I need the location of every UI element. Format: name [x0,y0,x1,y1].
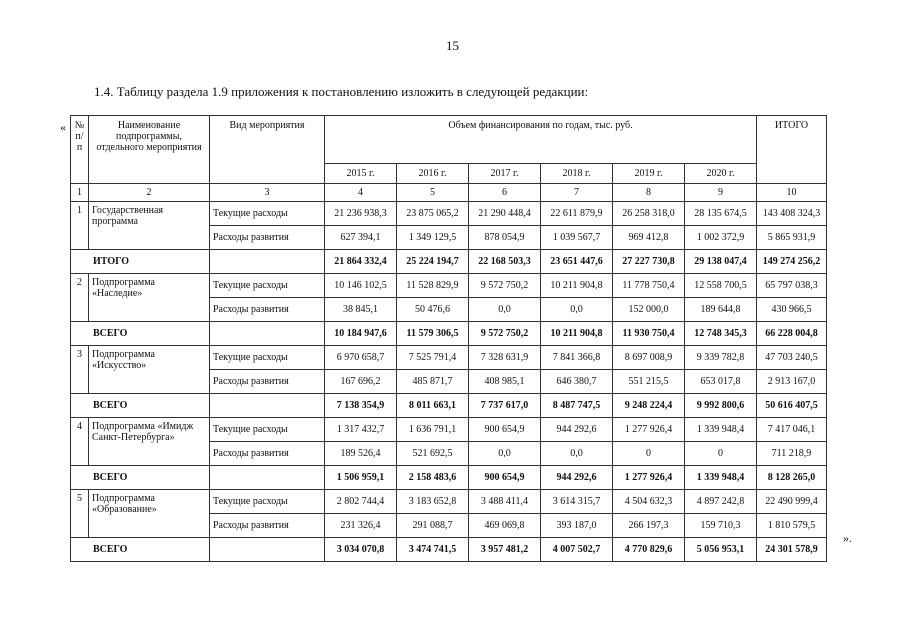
amount-cell: 646 380,7 [541,370,613,394]
expense-type: Расходы развития [210,298,325,322]
column-number: 6 [469,184,541,202]
total-amount: 66 228 004,8 [757,322,827,346]
column-number: 9 [685,184,757,202]
amount-cell: 50 476,6 [397,298,469,322]
page-number: 15 [446,38,459,53]
amount-cell: 0,0 [541,298,613,322]
total-amount: 7 138 354,9 [325,394,397,418]
total-amount: 3 034 070,8 [325,538,397,562]
total-label: ВСЕГО [71,322,210,346]
row-number: 3 [71,346,89,394]
amount-cell: 7 328 631,9 [469,346,541,370]
total-amount: 149 274 256,2 [757,250,827,274]
amount-cell: 7 417 046,1 [757,418,827,442]
total-amount: 8 128 265,0 [757,466,827,490]
amount-cell: 7 525 791,4 [397,346,469,370]
total-amount: 8 011 663,1 [397,394,469,418]
total-type-empty [210,538,325,562]
amount-cell: 11 528 829,9 [397,274,469,298]
amount-cell: 627 394,1 [325,226,397,250]
amount-cell: 1 339 948,4 [685,418,757,442]
amount-cell: 21 236 938,3 [325,202,397,226]
expense-type: Расходы развития [210,514,325,538]
total-label: ВСЕГО [71,394,210,418]
total-amount: 23 651 447,6 [541,250,613,274]
intro-paragraph: 1.4. Таблицу раздела 1.9 приложения к постановлению изложить в следующей редакции: [94,84,589,99]
amount-cell: 430 966,5 [757,298,827,322]
total-row [71,538,827,562]
amount-cell: 152 000,0 [613,298,685,322]
opening-quote: « [60,120,66,134]
total-amount: 1 339 948,4 [685,466,757,490]
program-name: Подпрограмма «Имидж Санкт-Петербурга» [89,418,210,466]
program-name: Подпрограмма «Искусство» [89,346,210,394]
header-total: ИТОГО [757,116,827,184]
amount-cell: 469 069,8 [469,514,541,538]
table-row [71,490,827,514]
year-header: 2016 г. [397,164,469,184]
closing-quote: ». [843,531,852,545]
column-number: 2 [89,184,210,202]
amount-cell: 189 526,4 [325,442,397,466]
amount-cell: 551 215,5 [613,370,685,394]
column-number: 7 [541,184,613,202]
total-amount: 9 248 224,4 [613,394,685,418]
amount-cell: 0 [685,442,757,466]
amount-cell: 3 614 315,7 [541,490,613,514]
total-amount: 11 930 750,4 [613,322,685,346]
column-number: 4 [325,184,397,202]
total-amount: 5 056 953,1 [685,538,757,562]
total-amount: 1 506 959,1 [325,466,397,490]
amount-cell: 167 696,2 [325,370,397,394]
header-row [71,116,827,164]
amount-cell: 1 002 372,9 [685,226,757,250]
total-amount: 11 579 306,5 [397,322,469,346]
amount-cell: 944 292,6 [541,418,613,442]
amount-cell: 4 504 632,3 [613,490,685,514]
header-type: Вид мероприятия [210,116,325,184]
total-amount: 3 957 481,2 [469,538,541,562]
total-amount: 4 007 502,7 [541,538,613,562]
amount-cell: 2 913 167,0 [757,370,827,394]
amount-cell: 1 636 791,1 [397,418,469,442]
amount-cell: 521 692,5 [397,442,469,466]
total-amount: 24 301 578,9 [757,538,827,562]
column-number: 1 [71,184,89,202]
total-amount: 50 616 407,5 [757,394,827,418]
total-type-empty [210,250,325,274]
amount-cell: 408 985,1 [469,370,541,394]
amount-cell: 266 197,3 [613,514,685,538]
expense-type: Текущие расходы [210,346,325,370]
amount-cell: 22 490 999,4 [757,490,827,514]
program-name: Подпрограмма «Наследие» [89,274,210,322]
expense-type: Текущие расходы [210,490,325,514]
amount-cell: 231 326,4 [325,514,397,538]
total-label: ИТОГО [71,250,210,274]
amount-cell: 10 146 102,5 [325,274,397,298]
amount-cell: 47 703 240,5 [757,346,827,370]
column-number: 5 [397,184,469,202]
total-amount: 8 487 747,5 [541,394,613,418]
total-amount: 7 737 617,0 [469,394,541,418]
total-row [71,250,827,274]
total-amount: 3 474 741,5 [397,538,469,562]
amount-cell: 3 183 652,8 [397,490,469,514]
total-amount: 25 224 194,7 [397,250,469,274]
expense-type: Расходы развития [210,442,325,466]
total-amount: 9 992 800,6 [685,394,757,418]
amount-cell: 2 802 744,4 [325,490,397,514]
amount-cell: 11 778 750,4 [613,274,685,298]
total-amount: 1 277 926,4 [613,466,685,490]
total-label: ВСЕГО [71,538,210,562]
header-num: № п/п [71,116,89,184]
amount-cell: 1 317 432,7 [325,418,397,442]
total-type-empty [210,466,325,490]
column-number: 3 [210,184,325,202]
column-number: 8 [613,184,685,202]
total-amount: 21 864 332,4 [325,250,397,274]
total-row [71,394,827,418]
total-amount: 27 227 730,8 [613,250,685,274]
table-row [71,346,827,370]
amount-cell: 0,0 [541,442,613,466]
financing-table [70,115,827,562]
amount-cell: 159 710,3 [685,514,757,538]
total-type-empty [210,322,325,346]
table-row [71,274,827,298]
column-numbers-row [71,184,827,202]
total-amount: 4 770 829,6 [613,538,685,562]
amount-cell: 9 572 750,2 [469,274,541,298]
program-name: Государственная программа [89,202,210,250]
amount-cell: 0 [613,442,685,466]
total-row [71,466,827,490]
expense-type: Расходы развития [210,226,325,250]
amount-cell: 4 897 242,8 [685,490,757,514]
total-type-empty [210,394,325,418]
year-header: 2018 г. [541,164,613,184]
amount-cell: 12 558 700,5 [685,274,757,298]
total-amount: 22 168 503,3 [469,250,541,274]
amount-cell: 28 135 674,5 [685,202,757,226]
amount-cell: 3 488 411,4 [469,490,541,514]
table-row [71,202,827,226]
expense-type: Расходы развития [210,370,325,394]
row-number: 4 [71,418,89,466]
amount-cell: 7 841 366,8 [541,346,613,370]
total-row [71,322,827,346]
amount-cell: 65 797 038,3 [757,274,827,298]
program-name: Подпрограмма «Образование» [89,490,210,538]
amount-cell: 1 039 567,7 [541,226,613,250]
amount-cell: 0,0 [469,298,541,322]
column-number: 10 [757,184,827,202]
amount-cell: 0,0 [469,442,541,466]
total-amount: 944 292,6 [541,466,613,490]
total-amount: 29 138 047,4 [685,250,757,274]
expense-type: Текущие расходы [210,418,325,442]
amount-cell: 1 349 129,5 [397,226,469,250]
amount-cell: 5 865 931,9 [757,226,827,250]
amount-cell: 21 290 448,4 [469,202,541,226]
table-row [71,418,827,442]
total-amount: 10 211 904,8 [541,322,613,346]
header-name: Наименование подпрограммы, отдельного мероприятия [89,116,210,184]
total-amount: 12 748 345,3 [685,322,757,346]
total-amount: 9 572 750,2 [469,322,541,346]
amount-cell: 1 277 926,4 [613,418,685,442]
total-amount: 900 654,9 [469,466,541,490]
amount-cell: 189 644,8 [685,298,757,322]
amount-cell: 393 187,0 [541,514,613,538]
amount-cell: 143 408 324,3 [757,202,827,226]
amount-cell: 26 258 318,0 [613,202,685,226]
amount-cell: 9 339 782,8 [685,346,757,370]
amount-cell: 8 697 008,9 [613,346,685,370]
amount-cell: 291 088,7 [397,514,469,538]
year-header: 2017 г. [469,164,541,184]
amount-cell: 23 875 065,2 [397,202,469,226]
amount-cell: 22 611 879,9 [541,202,613,226]
amount-cell: 1 810 579,5 [757,514,827,538]
year-header: 2015 г. [325,164,397,184]
total-amount: 10 184 947,6 [325,322,397,346]
expense-type: Текущие расходы [210,274,325,298]
row-number: 2 [71,274,89,322]
amount-cell: 485 871,7 [397,370,469,394]
year-header: 2019 г. [613,164,685,184]
header-funding: Объем финансирования по годам, тыс. руб. [325,116,757,164]
amount-cell: 711 218,9 [757,442,827,466]
row-number: 1 [71,202,89,250]
amount-cell: 10 211 904,8 [541,274,613,298]
amount-cell: 969 412,8 [613,226,685,250]
expense-type: Текущие расходы [210,202,325,226]
amount-cell: 6 970 658,7 [325,346,397,370]
row-number: 5 [71,490,89,538]
total-label: ВСЕГО [71,466,210,490]
amount-cell: 653 017,8 [685,370,757,394]
year-header: 2020 г. [685,164,757,184]
amount-cell: 900 654,9 [469,418,541,442]
amount-cell: 878 054,9 [469,226,541,250]
amount-cell: 38 845,1 [325,298,397,322]
total-amount: 2 158 483,6 [397,466,469,490]
